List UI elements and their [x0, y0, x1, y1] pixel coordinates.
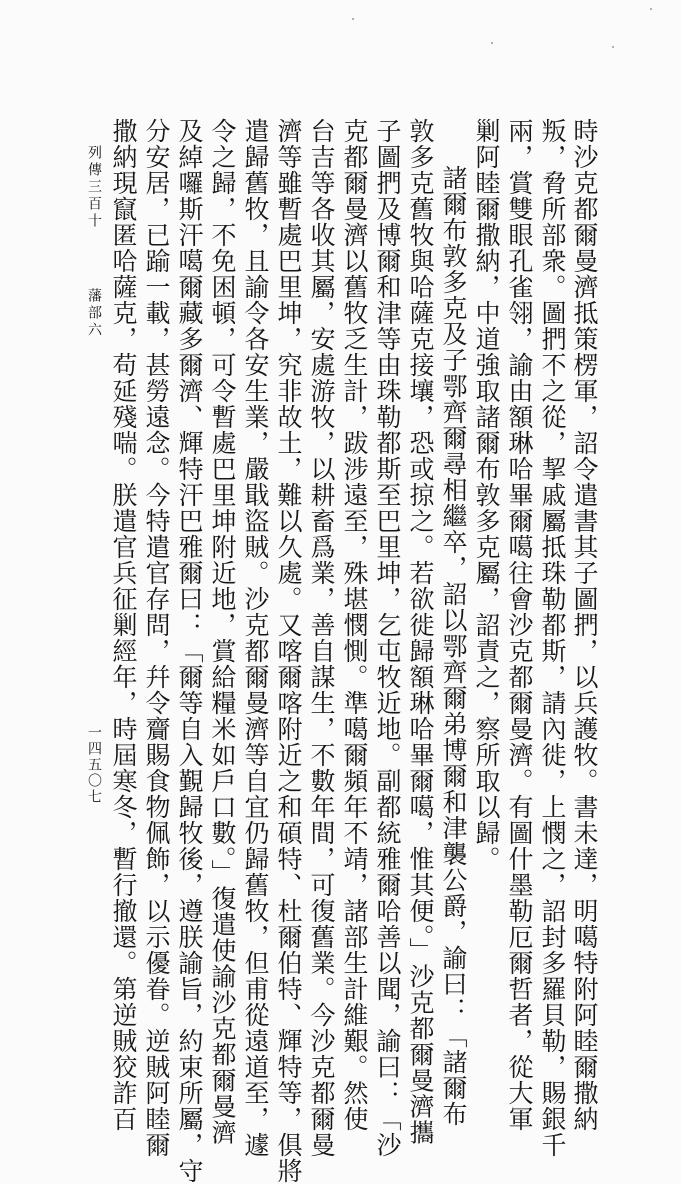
- text-column: 叛，脅所部衆。圖捫不之從，挈戚屬抵珠勒都斯，請內徙，上憫之，詔封多羅貝勒，賜銀千: [538, 118, 567, 1158]
- text-column: 分安居，已踰一載，甚勞遠念。今特遣官存問，幷令齎賜食物佩飾，以示優眷。逆賊阿睦爾: [142, 118, 171, 1158]
- text-column: 遣歸舊牧，且諭令各安生業，嚴戢盜賊。沙克都爾曼濟等自宜仍歸舊牧，但甫從遠道至，遽: [241, 118, 270, 1158]
- page-number: 一四五〇七: [86, 725, 102, 805]
- scan-speck: [612, 46, 614, 48]
- text-column: 及綽囉斯汗噶爾藏多爾濟、輝特汗巴雅爾曰：「爾等自入覲歸牧後，遵朕諭旨，約束所屬，守: [175, 118, 204, 1184]
- text-column: 台吉等各收其屬，安處游牧，以耕畜爲業，善自謀生，不數年間，可復舊業。今沙克都爾曼: [307, 118, 336, 1158]
- text-column: 克都爾曼濟以舊牧乏生計，跋涉遠至，殊堪憫惻。準噶爾頻年不靖，諸部生計維艱。然使: [340, 118, 369, 1132]
- scan-speck: [352, 18, 354, 20]
- text-column: 剿阿睦爾撒納，中道強取諸爾布敦多克屬，詔責之，察所取以歸。: [472, 118, 501, 872]
- text-column: 敦多克舊牧與哈薩克接壤，恐或掠之。若欲徙歸額琳哈畢爾噶，惟其便。」沙克都爾曼濟攜: [406, 118, 435, 1146]
- scan-speck: [491, 42, 493, 44]
- text-column: 濟等雖暫處巴里坤，究非故土，難以久處。又喀爾喀附近之和碩特、杜爾伯特、輝特等，俱將: [274, 118, 303, 1184]
- text-column: 令之歸，不免困頓，可令暫處巴里坤附近地，賞給糧米如戶口數。」復遣使諭沙克都爾曼濟: [208, 118, 237, 1146]
- text-column: 撒納現竄匿哈薩克，苟延殘喘。朕遣官兵征剿經年，時屆寒冬，暫行撤還。第逆賊狡詐百: [109, 118, 138, 1132]
- text-column: 兩，賞雙眼孔雀翎，諭由額琳哈畢爾噶往會沙克都爾曼濟。有圖什墨勒厄爾哲者，從大軍: [505, 118, 534, 1132]
- running-title: 列傳三百十: [86, 145, 102, 230]
- section-label: 藩部六: [86, 288, 102, 339]
- text-column: 子圖捫及博爾和津等由珠勒都斯至巴里坤，乞屯牧近地。副都統雅爾哈善以聞，諭曰：「沙: [373, 118, 402, 1158]
- scan-speck: [650, 8, 652, 10]
- text-column: 時沙克都爾曼濟抵策楞軍，詔令遣書其子圖捫，以兵護牧。書未達，明噶特附阿睦爾撒納: [570, 118, 599, 1132]
- text-column: 諸爾布敦多克及子鄂齊爾尋相繼卒，詔以鄂齊爾弟博爾和津襲公爵，諭曰：「諸爾布: [439, 165, 468, 1127]
